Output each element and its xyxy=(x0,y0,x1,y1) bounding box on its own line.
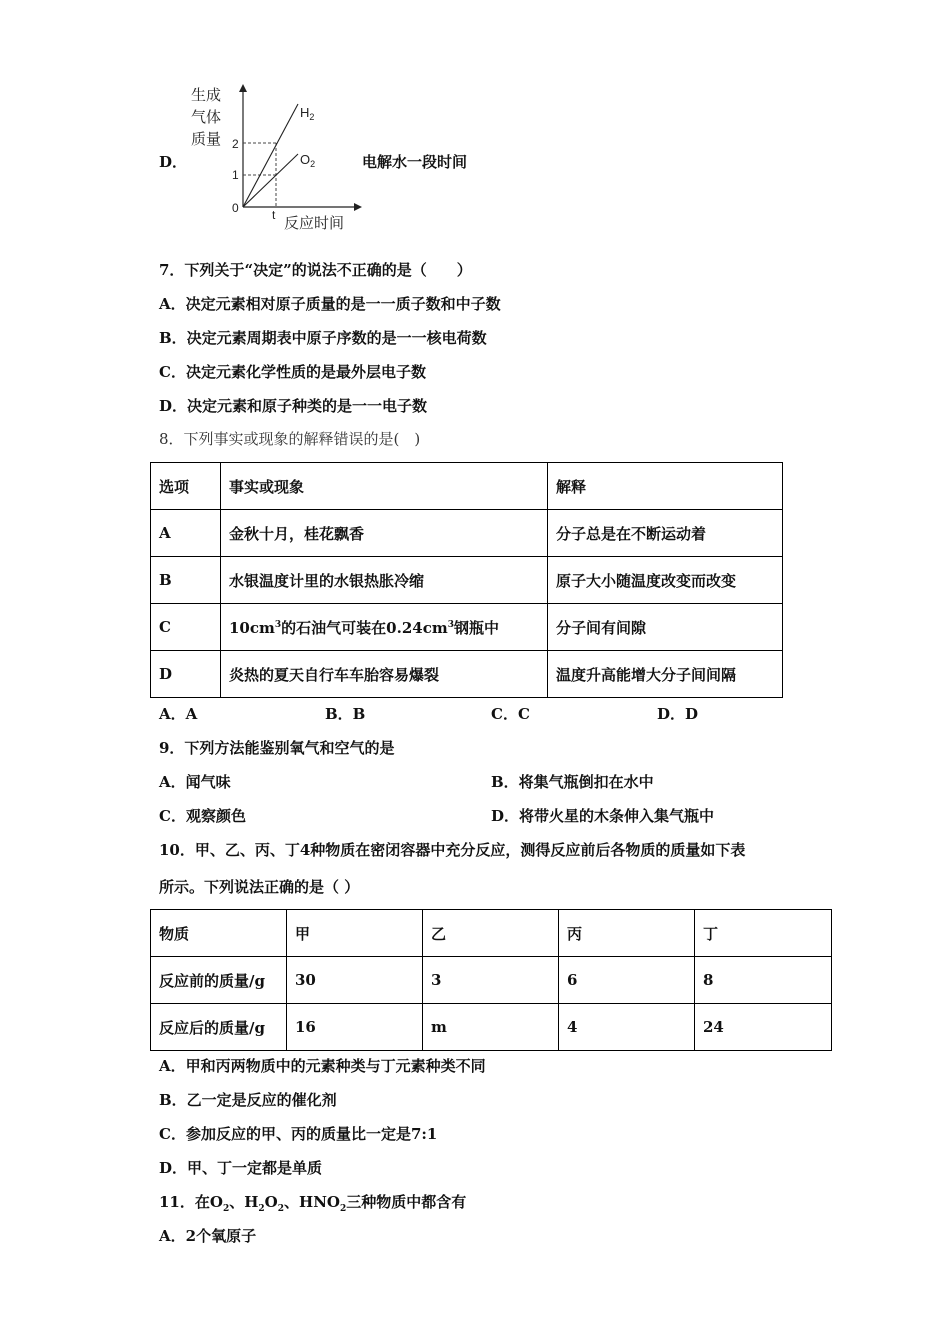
q8-answer-c: C．C xyxy=(491,705,530,723)
q8-cell-reason: 分子间有间隙 xyxy=(548,604,783,651)
q10-cell: 30 xyxy=(287,957,423,1004)
table-row xyxy=(151,557,783,604)
q8-cell-reason: 温度升高能增大分子间间隔 xyxy=(548,651,783,698)
q10-option-a: A．甲和丙两物质中的元素种类与丁元素种类不同 xyxy=(159,1057,486,1075)
q8-cell-reason: 原子大小随温度改变而改变 xyxy=(548,557,783,604)
q10-option-c: C．参加反应的甲、丙的质量比一定是7:1 xyxy=(159,1125,438,1143)
q10-stem-line1: 10．甲、乙、丙、丁4种物质在密闭容器中充分反应，测得反应前后各物质的质量如下表 xyxy=(159,841,746,859)
q7-option-d: D．决定元素和原子种类的是一一电子数 xyxy=(159,397,428,415)
q8-header-option: 选项 xyxy=(151,463,221,510)
q8-cell-fact: 炎热的夏天自行车车胎容易爆裂 xyxy=(221,651,548,698)
q8-cell-opt: B xyxy=(151,557,221,604)
q10-cell: 24 xyxy=(695,1004,832,1051)
q10-cell: 反应后的质量/g xyxy=(151,1004,287,1051)
q8-cell-opt: D xyxy=(151,651,221,698)
q10-header-ding: 丁 xyxy=(695,910,832,957)
q10-cell: 16 xyxy=(287,1004,423,1051)
q8-table xyxy=(150,462,783,698)
graph-y-tick-2: 2 xyxy=(232,137,239,151)
graph-h2-line xyxy=(243,104,298,207)
q10-cell: 反应前的质量/g xyxy=(151,957,287,1004)
q7-option-a: A．决定元素相对原子质量的是一一质子数和中子数 xyxy=(159,295,501,313)
q7-option-b: B．决定元素周期表中原子序数的是一一核电荷数 xyxy=(159,329,487,347)
q9-option-b: B．将集气瓶倒扣在水中 xyxy=(491,773,654,791)
q8-answer-d: D．D xyxy=(657,705,699,723)
q10-cell: 3 xyxy=(423,957,559,1004)
q10-option-b: B．乙一定是反应的催化剂 xyxy=(159,1091,337,1109)
graph-o2-line xyxy=(243,154,298,207)
q10-cell: m xyxy=(423,1004,559,1051)
q8-cell-opt: C xyxy=(151,604,221,651)
q9-option-c: C．观察颜色 xyxy=(159,807,246,825)
graph-x-tick-t: t xyxy=(272,208,276,222)
q7-option-c: C．决定元素化学性质的是最外层电子数 xyxy=(159,363,426,381)
q10-cell: 8 xyxy=(695,957,832,1004)
graph-y-tick-1: 1 xyxy=(232,168,239,182)
q6-option-d-caption: 电解水一段时间 xyxy=(362,153,468,171)
q10-header-substance: 物质 xyxy=(151,910,287,957)
q10-table xyxy=(150,909,832,1051)
q8-cell-fact: 水银温度计里的水银热胀冷缩 xyxy=(221,557,548,604)
table-row xyxy=(151,604,783,651)
q10-cell: 6 xyxy=(559,957,695,1004)
q8-cell-fact: 金秋十月，桂花飘香 xyxy=(221,510,548,557)
q9-option-d: D．将带火星的木条伸入集气瓶中 xyxy=(491,807,715,825)
table-row xyxy=(151,510,783,557)
q6-option-d-label: D． xyxy=(159,153,188,171)
q10-cell: 4 xyxy=(559,1004,695,1051)
graph-series-o2: $O_2$ xyxy=(300,152,316,169)
graph-series-h2: $H_2$ xyxy=(300,105,315,122)
q10-header-yi: 乙 xyxy=(423,910,559,957)
q10-stem-line2: 所示。下列说法正确的是（ ） xyxy=(159,878,360,896)
q11-option-a: A．2个氧原子 xyxy=(159,1227,257,1245)
q10-header-bing: 丙 xyxy=(559,910,695,957)
q8-cell-opt: A xyxy=(151,510,221,557)
q8-answer-a: A．A xyxy=(159,705,198,723)
q8-answer-b: B．B xyxy=(325,705,366,723)
q8-stem: 8．下列事实或现象的解释错误的是( ) xyxy=(159,430,421,448)
q8-header-fact: 事实或现象 xyxy=(221,463,548,510)
graph-y-label-2: 气体 xyxy=(191,109,222,126)
graph-x-label: 反应时间 xyxy=(284,215,345,232)
q10-header-jia: 甲 xyxy=(287,910,423,957)
table-row xyxy=(151,957,832,1004)
q9-option-a: A．闻气味 xyxy=(159,773,231,791)
q8-cell-reason: 分子总是在不断运动着 xyxy=(548,510,783,557)
graph-y-label-3: 质量 xyxy=(191,131,222,148)
graph-origin: 0 xyxy=(232,201,239,215)
table-row xyxy=(151,1004,832,1051)
q6-graph xyxy=(188,82,368,237)
q10-option-d: D．甲、丁一定都是单质 xyxy=(159,1159,323,1177)
table-row xyxy=(151,651,783,698)
q8-header-reason: 解释 xyxy=(548,463,783,510)
q11-stem: 11．在$O_2$、$H_2O_2$、$HNO_2$三种物质中都含有 xyxy=(159,1193,467,1214)
q9-stem: 9．下列方法能鉴别氧气和空气的是 xyxy=(159,739,395,757)
graph-y-label-1: 生成 xyxy=(191,87,222,104)
q7-stem: 7．下列关于“决定”的说法不正确的是（ ） xyxy=(159,261,472,279)
q8-cell-fact: $10cm^3$的石油气可装在$0.24cm^3$钢瓶中 xyxy=(221,604,548,651)
